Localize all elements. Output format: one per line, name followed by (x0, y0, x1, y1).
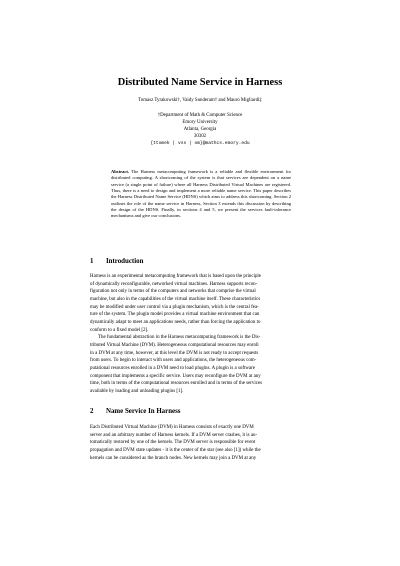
text-line: available by loading and unloading plugins [1]. (90, 388, 184, 394)
name-service-body (90, 424, 319, 462)
text-line: time, both in terms of the computational resources enrolled and in terms of the services (90, 381, 263, 387)
text-line: conform to a fixed model [2]. (90, 327, 149, 333)
affiliation-university: Emory University (182, 119, 218, 125)
text-line: server and an arbitrary number of Harness kernels. If a DVM server crashes, it is au- (90, 432, 258, 438)
introduction-body (90, 273, 319, 396)
text-line: from users. To begin to interact with users and applications, the heterogeneous com- (90, 358, 257, 364)
section-title: Introduction (106, 258, 144, 265)
introduction-paragraph-2 (90, 334, 319, 395)
paper-authors: Tomasz Tyrakowski†, Vaidy Sunderam† and Mauro Migliardi‡ (138, 98, 262, 103)
affiliation-zip: 30302 (193, 133, 207, 139)
text-line: component that implements a specific service. Users may reconfigure the DVM at any (90, 373, 261, 379)
section-title: Name Service In Harness (106, 408, 181, 415)
text-line: The fundamental abstraction in the Harness metacomputing framework is the Dis- (98, 335, 261, 341)
text-line: ture of the system. The plugin model provides a virtual machine environment that can (90, 312, 260, 318)
abstract-text: The Harness metacomputing framework is a reliable and flexible environment for distributed computing. A shortcoming of the system is that services are dependent on a name service (a single point of failure) where all Harness Distributed Virtual Machines are registered. Thus, there is a need to design and implement a more reliable name service. This paper describes the Harness Distributed Name Service (HDNS) which aims to address this shortcoming. Section 2 outlines the role of the name service in Harness, Section 3 extends this discussion by describing the design of the HDNS. Finally, in sections 4 and 5, we present the services fault-tolerance mechanisms and give our conclusions. (111, 169, 292, 219)
section-number: 2 (90, 408, 94, 415)
text-line: tributed Virtual Machine (DVM). Heterogeneous computational resources may enroll (90, 342, 259, 348)
text-line: dynamically adapt to meet an applications needs, rather than forcing the application to (90, 319, 261, 325)
section-number: 1 (90, 258, 94, 265)
text-line: propagation and DVM state updates - it is the center of the star (see also [1]) while the (90, 447, 261, 453)
text-line: in a DVM at any time, however, at this level the DVM is not ready to accept requests (90, 350, 259, 356)
text-line: may be modified under user control via a plugin mechanism, which is the central fea- (90, 304, 259, 310)
text-line: figuration not only in terms of the computers and networks that comprise the virtual (90, 289, 256, 295)
text-line: Harness is an experimental metacomputing framework that is based upon the principle (90, 274, 261, 279)
affiliation-city: Atlanta, Georgia (183, 126, 217, 132)
text-line: machine, but also in the capabilities of the virtual machine itself. These characteristics (90, 296, 261, 302)
section-heading-name-service (90, 407, 320, 416)
text-line: tomatically restored by one of the kernels. The DVM server is responsible for event (90, 440, 256, 446)
text-line: kernels can be considered as the branch nodes. New kernels may join a DVM at any (90, 455, 257, 461)
affiliation-department: †Department of Math & Computer Science (157, 113, 243, 118)
text-line: Each Distributed Virtual Machine (DVM) in Harness consists of exactly one DVM (90, 425, 254, 430)
text-line: putational resources enrolled in a DVM need to load plugins. A plugin is a software (90, 365, 255, 371)
paper-title: Distributed Name Service in Harness (117, 77, 283, 88)
abstract (111, 169, 291, 220)
affiliation-email: {ttomek | vss | om}@mathcs.emory.edu (150, 140, 250, 146)
section-heading-introduction (90, 257, 320, 266)
introduction-paragraph-1 (90, 273, 319, 334)
text-line: of dynamically reconfigurable, networked virtual machines. Harness supports recon- (90, 281, 258, 287)
abstract-label: Abstract. (111, 169, 130, 174)
author-affiliation (0, 113, 400, 148)
